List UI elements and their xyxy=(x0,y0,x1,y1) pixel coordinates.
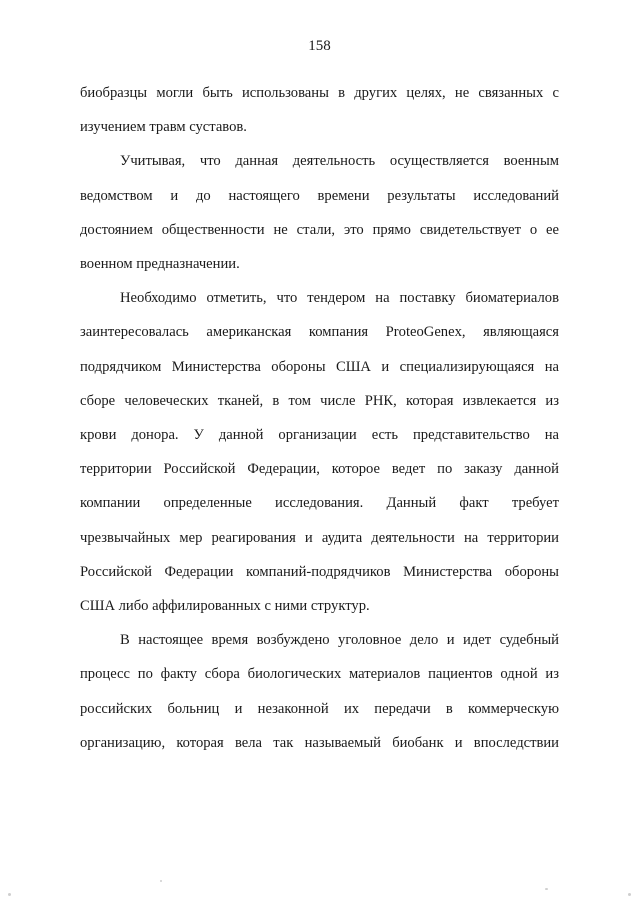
text-line: военном предназначении. xyxy=(80,256,240,273)
scan-artifact xyxy=(8,893,11,896)
text-line: Учитывая, что данная деятельность осуществляется военным xyxy=(120,153,559,170)
text-line: крови донора. У данной организации есть представительство на xyxy=(80,427,559,444)
text-line: компании определенные исследования. Данный факт требует xyxy=(80,495,559,512)
text-line: территории Российской Федерации, которое ведет по заказу данной xyxy=(80,461,559,478)
text-line: ведомством и до настоящего времени результаты исследований xyxy=(80,187,559,204)
text-line: достоянием общественности не стали, это прямо свидетельствует о ее xyxy=(80,221,559,238)
text-line: заинтересовалась американская компания ProteoGenex, являющаяся xyxy=(80,324,559,341)
paragraph-2 xyxy=(80,144,559,281)
text-line: подрядчиком Министерства обороны США и специализирующаяся на xyxy=(80,358,559,375)
text-line: процесс по факту сбора биологических материалов пациентов одной из xyxy=(80,666,559,683)
scan-artifact xyxy=(628,893,631,896)
text-line: изучением травм суставов. xyxy=(80,119,247,136)
text-line: организацию, которая вела так называемый биобанк и впоследствии xyxy=(80,734,559,751)
paragraph-4 xyxy=(80,623,559,760)
text-line: В настоящее время возбуждено уголовное дело и идет судебный xyxy=(120,632,559,649)
page-number: 158 xyxy=(308,38,331,54)
paragraph-3 xyxy=(80,281,559,623)
scan-artifact xyxy=(545,888,548,890)
text-line: сборе человеческих тканей, в том числе РНК, которая извлекается из xyxy=(80,392,559,409)
text-line: Российской Федерации компаний-подрядчиков Министерства обороны xyxy=(80,563,559,580)
text-line: Необходимо отметить, что тендером на поставку биоматериалов xyxy=(120,290,559,307)
paragraph-1 xyxy=(80,76,559,144)
text-line: российских больниц и незаконной их передачи в коммерческую xyxy=(80,700,559,717)
scan-artifact xyxy=(160,880,162,882)
text-line: США либо аффилированных с ними структур. xyxy=(80,598,370,615)
text-line: биобразцы могли быть использованы в других целях, не связанных с xyxy=(80,85,559,101)
document-body xyxy=(80,76,559,760)
text-line: чрезвычайных мер реагирования и аудита деятельности на территории xyxy=(80,529,559,546)
